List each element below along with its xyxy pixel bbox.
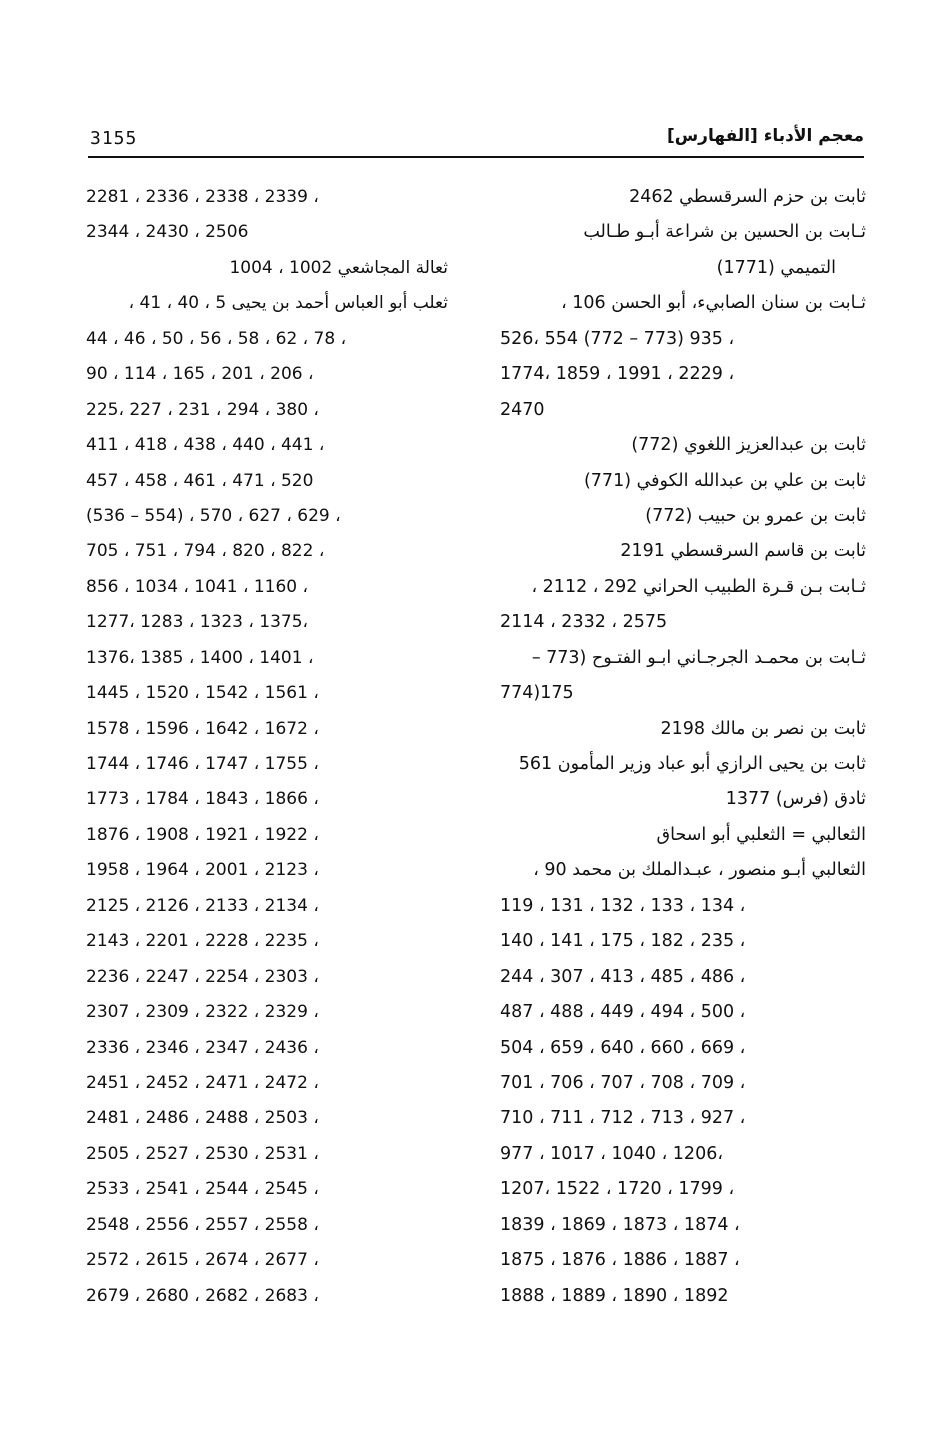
index-line: 2548 ، 2556 ، 2557 ، 2558 ،	[86, 1214, 319, 1235]
index-line: ثابت بن قاسم السرقسطي 2191	[620, 541, 866, 562]
index-line: 1376، 1385 ، 1400 ، 1401 ،	[86, 647, 314, 668]
index-line: ثابت بن يحيى الرازي أبو عباد وزير المأمون 561	[518, 754, 866, 774]
index-line: 2344 ، 2430 ، 2506	[86, 222, 249, 243]
index-line: 2470	[500, 399, 545, 420]
index-line: 487 ، 488 ، 449 ، 494 ، 500 ،	[500, 1002, 746, 1023]
index-line: ثعلب أبو العباس أحمد بن يحيى 5 ، 40 ، 41 ،	[128, 293, 448, 314]
index-line: 1958 ، 1964 ، 2001 ، 2123 ،	[86, 860, 319, 881]
index-line: 710 ، 711 ، 712 ، 713 ، 927 ،	[500, 1108, 746, 1129]
index-line: 2143 ، 2201 ، 2228 ، 2235 ،	[86, 931, 319, 952]
index-line: ثـابت بن الحسين بن شراعة أبـو طـالب	[583, 222, 866, 243]
index-line: 119 ، 131 ، 132 ، 133 ، 134 ،	[500, 895, 746, 916]
index-line: 2572 ، 2615 ، 2674 ، 2677 ،	[86, 1250, 319, 1271]
index-line: 2336 ، 2346 ، 2347 ، 2436 ،	[86, 1037, 319, 1058]
index-line: 2307 ، 2309 ، 2322 ، 2329 ،	[86, 1002, 319, 1023]
index-line: ثـابت بن محمـد الجرجـاني ابـو الفتـوح (773 –	[531, 647, 866, 668]
index-line: 90 ، 114 ، 165 ، 201 ، 206 ،	[86, 364, 314, 385]
index-line: ثابت بن حزم السرقسطي 2462	[629, 187, 866, 207]
index-line: (536 – 554) ، 570 ، 627 ، 629 ،	[86, 505, 341, 526]
index-line: 457 ، 458 ، 461 ، 471 ، 520	[86, 470, 314, 491]
index-line: الثعالبي = الثعلبي أبو اسحاق	[656, 824, 866, 845]
index-line: ثعالة المجاشعي 1002 ، 1004	[229, 257, 448, 278]
index-line: 705 ، 751 ، 794 ، 820 ، 822 ،	[86, 541, 325, 562]
index-line: الثعالبي أبـو منصور ، عبـدالملك بن محمد 90 ،	[533, 860, 866, 881]
index-line: ثـابت بن سنان الصابيء، أبو الحسن 106 ،	[561, 293, 866, 314]
index-line: 244 ، 307 ، 413 ، 485 ، 486 ،	[500, 966, 746, 987]
index-line: 2236 ، 2247 ، 2254 ، 2303 ،	[86, 966, 319, 987]
index-line: 1839 ، 1869 ، 1873 ، 1874 ،	[500, 1214, 740, 1235]
running-title: معجم الأدباء [الفهارس]	[666, 126, 864, 146]
index-line: 1774، 1859 ، 1991 ، 2229 ،	[500, 364, 735, 385]
header-rule	[88, 156, 864, 158]
index-line: 701 ، 706 ، 707 ، 708 ، 709 ،	[500, 1072, 746, 1093]
index-line: 225، 227 ، 231 ، 294 ، 380 ،	[86, 399, 319, 420]
index-line: 526، 554 (772 – 773) 935 ،	[500, 328, 735, 349]
index-line: ثابت بن نصر بن مالك 2198	[660, 718, 866, 739]
index-line: 1277، 1283 ، 1323 ، 1375،	[86, 612, 309, 633]
index-line: 2125 ، 2126 ، 2133 ، 2134 ،	[86, 895, 319, 916]
index-line: ثادق (فرس) 1377	[725, 789, 866, 810]
page-number: 3155	[90, 128, 138, 149]
index-line: 1876 ، 1908 ، 1921 ، 1922 ،	[86, 824, 319, 845]
index-line: ثابت بن علي بن عبدالله الكوفي (771)	[583, 470, 866, 491]
index-line: 2451 ، 2452 ، 2471 ، 2472 ،	[86, 1072, 319, 1093]
index-column-left	[86, 180, 448, 1314]
index-line: 2114 ، 2332 ، 2575	[500, 612, 668, 633]
index-line: 1773 ، 1784 ، 1843 ، 1866 ،	[86, 789, 319, 810]
index-line: 1875 ، 1876 ، 1886 ، 1887 ،	[500, 1250, 740, 1271]
index-line: 44 ، 46 ، 50 ، 56 ، 58 ، 62 ، 78 ،	[86, 328, 347, 349]
index-line: 1578 ، 1596 ، 1642 ، 1672 ،	[86, 718, 319, 739]
index-line: 1744 ، 1746 ، 1747 ، 1755 ،	[86, 754, 319, 774]
index-line: 2533 ، 2541 ، 2544 ، 2545 ،	[86, 1179, 319, 1200]
index-line: 411 ، 418 ، 438 ، 440 ، 441 ،	[86, 435, 325, 456]
index-line: 1445 ، 1520 ، 1542 ، 1561 ،	[86, 683, 319, 704]
index-line: 140 ، 141 ، 175 ، 182 ، 235 ،	[500, 931, 746, 952]
index-line: ثابت بن عمرو بن حبيب (772)	[645, 505, 866, 526]
index-line: 774)175	[500, 683, 574, 704]
index-line: التميمي (1771)	[716, 257, 836, 278]
index-line: 2505 ، 2527 ، 2530 ، 2531 ،	[86, 1143, 319, 1164]
index-line: 1207، 1522 ، 1720 ، 1799 ،	[500, 1179, 735, 1200]
index-line: ثابت بن عبدالعزيز اللغوي (772)	[631, 435, 866, 456]
page-header	[88, 122, 864, 158]
index-line: 2481 ، 2486 ، 2488 ، 2503 ،	[86, 1108, 319, 1129]
index-line: 977 ، 1017 ، 1040 ، 1206،	[500, 1143, 723, 1164]
index-line: 504 ، 659 ، 640 ، 660 ، 669 ،	[500, 1037, 746, 1058]
index-column-right	[500, 180, 866, 1314]
index-line: 1888 ، 1889 ، 1890 ، 1892	[500, 1285, 729, 1306]
index-line: 2679 ، 2680 ، 2682 ، 2683 ،	[86, 1285, 319, 1306]
index-line: ثـابت بـن قـرة الطبيب الحراني 292 ، 2112 ،	[531, 576, 866, 597]
index-line: 856 ، 1034 ، 1041 ، 1160 ،	[86, 576, 309, 597]
index-line: 2281 ، 2336 ، 2338 ، 2339 ،	[86, 187, 319, 207]
